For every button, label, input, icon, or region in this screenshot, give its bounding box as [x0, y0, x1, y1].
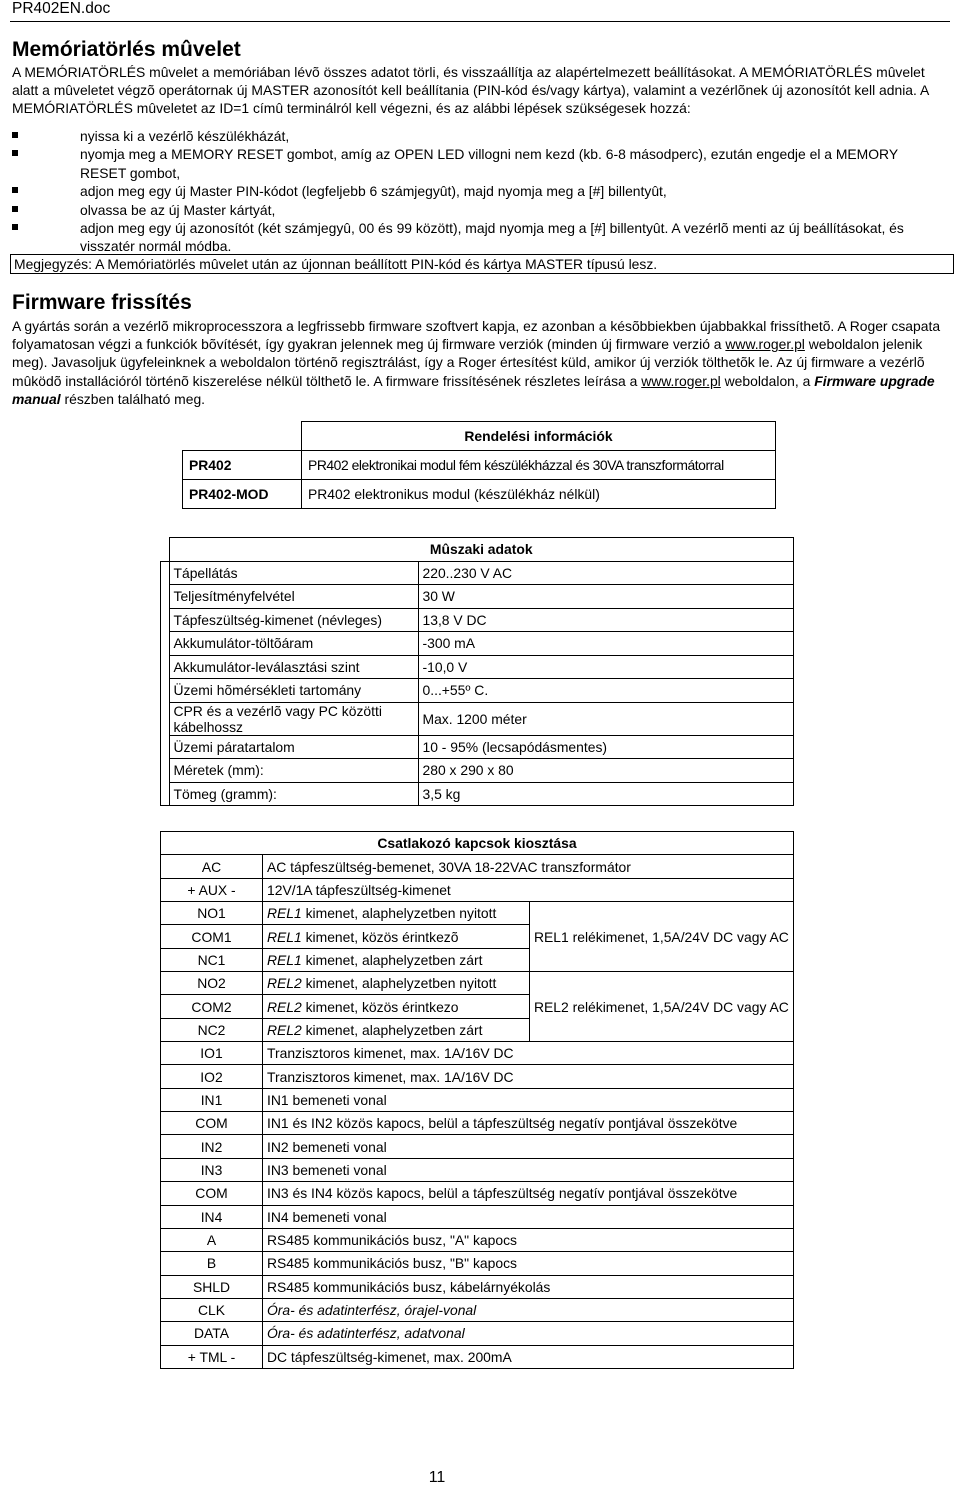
table-row — [161, 1182, 794, 1205]
pin-name: COM2 — [161, 995, 263, 1018]
step-text: olvassa be az új Master kártyát, — [80, 201, 276, 218]
header-rule — [10, 21, 950, 22]
order-desc: PR402 elektronikai modul fém készülékházzal és 30VA transzformátorral — [302, 451, 776, 480]
table-row — [161, 759, 794, 783]
pin-desc: IN1 és IN2 közös kapocs, belül a tápfeszültség negatív pontjával összekötve — [263, 1112, 794, 1135]
pin-name: SHLD — [161, 1275, 263, 1298]
table-row — [161, 902, 794, 925]
table-row — [183, 451, 776, 480]
rel2-summary: REL2 relékimenet, 1,5A/24V DC vagy AC — [530, 972, 794, 1042]
pin-name: CLK — [161, 1298, 263, 1321]
pin-name: IN1 — [161, 1088, 263, 1111]
spec-label: Teljesítményfelvétel — [169, 585, 418, 609]
table-row — [161, 1065, 794, 1088]
connector-table — [160, 831, 794, 1369]
firmware-text-1: A gyártás során a vezérlõ mikroprocesszora a legfrissebb firmware szoftvert kapja, ez azonban a késõbbiekben újabbakkal frissíthetõ. A Roger csapata folyamatosan végzi a funkciók bõvítését, így gyakran jelennek meg új firmware verziók (minden új firmware verzió a — [12, 318, 941, 353]
tech-specs-table — [160, 537, 794, 806]
spec-value: -10,0 V — [418, 655, 794, 679]
table-row — [161, 878, 794, 901]
firmware-text-3: weboldalon, a — [724, 372, 811, 389]
spec-value: Max. 1200 méter — [418, 702, 794, 735]
table-row — [161, 1158, 794, 1181]
table-row — [161, 1112, 794, 1135]
pin-name: NO1 — [161, 902, 263, 925]
table-row — [161, 1228, 794, 1251]
memory-reset-note: Megjegyzés: A Memóriatörlés mûvelet után az újonnan beállított PIN-kód és kártya MASTER típusú lesz. — [10, 254, 954, 274]
relay-name: REL1 — [267, 951, 302, 968]
memory-reset-intro: A MEMÓRIATÖRLÉS mûvelet a memóriában lévõ összes adatot törli, és visszaállítja az alapértelmezett beállításokat. A MEMÓRIATÖRLÉS mûvelet alatt a mûveletet végzõ operátornak új MASTER azonosítót kell beállítania (PIN-kód és/vagy kártya), valamint a vezérlõnek új azonosítót kell adnia. A MEMÓRIATÖRLÉS mûveletet az ID=1 címû terminálról kell végezni, és az alábbi lépések szükségesek hozzá: — [12, 64, 929, 117]
list-item — [12, 201, 947, 219]
pin-desc: RS485 kommunikációs busz, "B" kapocs — [263, 1252, 794, 1275]
spec-value: 10 - 95% (lecsapódásmentes) — [418, 735, 794, 759]
pin-name: DATA — [161, 1322, 263, 1345]
pin-desc: RS485 kommunikációs busz, "A" kapocs — [263, 1228, 794, 1251]
step-text: nyomja meg a MEMORY RESET gombot, amíg az OPEN LED villogni nem kezd (kb. 6-8 másodperc), ezután engedje el a MEMORY RESET gombot, — [80, 146, 898, 181]
pin-desc: kimenet, alaphelyzetben zárt — [301, 951, 483, 968]
spec-label: Üzemi hõmérsékleti tartomány — [169, 679, 418, 703]
pin-name: + AUX - — [161, 878, 263, 901]
pin-desc: RS485 kommunikációs busz, kábelárnyékolás — [263, 1275, 794, 1298]
table-row — [161, 1042, 794, 1065]
pin-desc: IN2 bemeneti vonal — [263, 1135, 794, 1158]
relay-name: REL2 — [267, 998, 302, 1015]
table-row — [161, 735, 794, 759]
pin-desc: kimenet, közös érintkezo — [301, 998, 459, 1015]
pin-name: IN2 — [161, 1135, 263, 1158]
list-item — [12, 182, 947, 200]
pin-desc: Óra- és adatinterfész, órajel-vonal — [263, 1298, 794, 1321]
pin-desc: Tranzisztoros kimenet, max. 1A/16V DC — [263, 1065, 794, 1088]
relay-name: REL1 — [267, 928, 302, 945]
table-row — [161, 855, 794, 878]
spec-value: 220..230 V AC — [418, 561, 794, 585]
relay-name: REL1 — [267, 905, 302, 922]
firmware-text-4: részben található meg. — [64, 390, 206, 407]
spec-value: 0...+55º C. — [418, 679, 794, 703]
bullet-icon — [12, 224, 18, 230]
bullet-icon — [12, 132, 18, 138]
table-row — [161, 1205, 794, 1228]
specs-title: Mûszaki adatok — [169, 538, 794, 562]
spec-label: Tápellátás — [169, 561, 418, 585]
order-code: PR402 — [183, 451, 302, 480]
pin-name: COM1 — [161, 925, 263, 948]
table-row — [161, 1322, 794, 1345]
table-row — [161, 679, 794, 703]
spec-label: Méretek (mm): — [169, 759, 418, 783]
pin-desc: Tranzisztoros kimenet, max. 1A/16V DC — [263, 1042, 794, 1065]
pin-name: + TML - — [161, 1345, 263, 1368]
spec-label: Üzemi páratartalom — [169, 735, 418, 759]
pin-name: NO2 — [161, 972, 263, 995]
order-code: PR402-MOD — [183, 480, 302, 509]
roger-link-1[interactable]: www.roger.pl — [725, 336, 805, 353]
relay-name: REL2 — [267, 1021, 302, 1038]
bullet-icon — [12, 206, 18, 212]
table-row — [161, 655, 794, 679]
document-filename: PR402EN.doc — [12, 0, 111, 17]
memory-reset-heading: Memóriatörlés mûvelet — [12, 38, 241, 61]
table-row — [161, 1298, 794, 1321]
pin-name: B — [161, 1252, 263, 1275]
pin-desc: DC tápfeszültség-kimenet, max. 200mA — [263, 1345, 794, 1368]
connector-title: Csatlakozó kapcsok kiosztása — [161, 832, 794, 855]
pin-desc: kimenet, alaphelyzetben nyitott — [301, 905, 497, 922]
table-row — [161, 972, 794, 995]
list-item — [12, 219, 947, 256]
table-row — [161, 1275, 794, 1298]
table-row — [161, 1088, 794, 1111]
pin-desc: kimenet, alaphelyzetben zárt — [301, 1021, 483, 1038]
spec-label: CPR és a vezérlõ vagy PC közötti kábelhossz — [169, 702, 418, 735]
spec-value: 13,8 V DC — [418, 608, 794, 632]
firmware-heading: Firmware frissítés — [12, 291, 192, 314]
pin-desc: IN1 bemeneti vonal — [263, 1088, 794, 1111]
spec-label: Akkumulátor-leválasztási szint — [169, 655, 418, 679]
pin-name: IN4 — [161, 1205, 263, 1228]
list-item — [12, 145, 947, 182]
table-row — [161, 1252, 794, 1275]
table-row — [161, 561, 794, 585]
list-item — [12, 127, 947, 145]
table-row — [161, 1135, 794, 1158]
spec-label: Tápfeszültség-kimenet (névleges) — [169, 608, 418, 632]
pin-desc: IN3 és IN4 közös kapocs, belül a tápfeszültség negatív pontjával összekötve — [263, 1182, 794, 1205]
pin-name: NC1 — [161, 948, 263, 971]
pin-name: IN3 — [161, 1158, 263, 1181]
spec-label: Tömeg (gramm): — [169, 782, 418, 806]
pin-name: NC2 — [161, 1018, 263, 1041]
table-row — [183, 480, 776, 509]
spec-value: -300 mA — [418, 632, 794, 656]
table-row — [161, 585, 794, 609]
spec-value: 30 W — [418, 585, 794, 609]
pin-desc: IN4 bemeneti vonal — [263, 1205, 794, 1228]
pin-desc: kimenet, közös érintkezõ — [301, 928, 459, 945]
pin-desc: 12V/1A tápfeszültség-kimenet — [263, 878, 794, 901]
roger-link-2[interactable]: www.roger.pl — [641, 372, 721, 389]
firmware-manual-name: Firmware upgrade manual — [12, 372, 935, 407]
bullet-icon — [12, 150, 18, 156]
order-info-table — [182, 421, 776, 509]
page-number: 11 — [428, 1469, 446, 1486]
pin-name: AC — [161, 855, 263, 878]
spec-value: 3,5 kg — [418, 782, 794, 806]
step-text: adjon meg egy új azonosítót (két számjegyû, 00 és 99 között), majd nyomja meg a [#] billentyût. A vezérlõ menti az új beállításokat, és visszatér normál módba. — [80, 220, 904, 255]
table-row — [161, 632, 794, 656]
spec-label: Akkumulátor-töltõáram — [169, 632, 418, 656]
pin-desc: AC tápfeszültség-bemenet, 30VA 18-22VAC transzformátor — [263, 855, 794, 878]
pin-name: IO1 — [161, 1042, 263, 1065]
rel1-summary: REL1 relékimenet, 1,5A/24V DC vagy AC — [530, 902, 794, 972]
table-row — [161, 608, 794, 632]
table-row — [161, 702, 794, 735]
order-info-title: Rendelési információk — [302, 422, 776, 451]
pin-name: A — [161, 1228, 263, 1251]
table-row — [161, 782, 794, 806]
relay-name: REL2 — [267, 975, 302, 992]
order-desc: PR402 elektronikus modul (készülékház nélkül) — [302, 480, 776, 509]
bullet-icon — [12, 187, 18, 193]
table-row — [161, 1345, 794, 1368]
spec-value: 280 x 290 x 80 — [418, 759, 794, 783]
step-text: adjon meg egy új Master PIN-kódot (legfeljebb 6 számjegyût), majd nyomja meg a [#] billentyût, — [80, 183, 667, 200]
firmware-paragraph — [12, 317, 952, 408]
pin-name: IO2 — [161, 1065, 263, 1088]
pin-desc: IN3 bemeneti vonal — [263, 1158, 794, 1181]
pin-name: COM — [161, 1182, 263, 1205]
pin-desc: Óra- és adatinterfész, adatvonal — [263, 1322, 794, 1345]
step-text: nyissa ki a vezérlõ készülékházát, — [80, 128, 290, 144]
firmware-text-2: weboldalon jelenik meg). Javasoljuk ügyfeleinknek a weboldalon történõ regisztrálást, így a Roger értesítést küld, amikor új verziók tölthetõk le. Az új firmware a vezérlõ mûködõ installációról történõ kiszerelése nélkül tölthetõ le. A firmware frissítésének részletes leírása a — [12, 336, 925, 389]
pin-name: COM — [161, 1112, 263, 1135]
memory-reset-steps — [12, 127, 947, 256]
pin-desc: kimenet, alaphelyzetben nyitott — [301, 975, 497, 992]
